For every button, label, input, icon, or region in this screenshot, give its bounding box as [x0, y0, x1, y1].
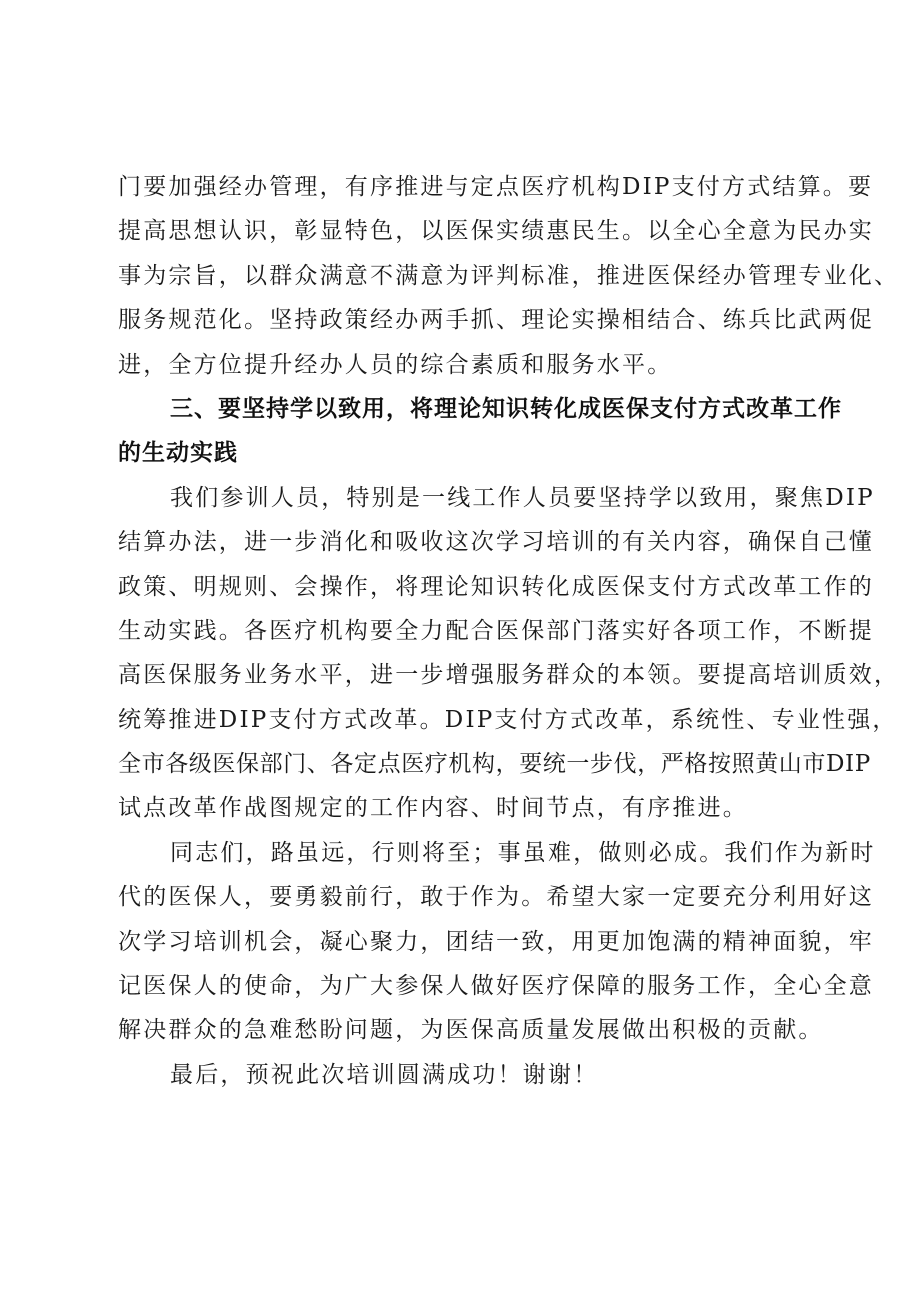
paragraph-line: 记医保人的使命，为广大参保人做好医疗保障的服务工作，全心全意	[118, 973, 874, 1000]
paragraph-line: 我们参训人员，特别是一线工作人员要坚持学以致用，聚焦DIP	[170, 484, 875, 511]
heading-line: 三、要坚持学以致用，将理论知识转化成医保支付方式改革工作	[170, 395, 842, 422]
paragraph-line: 提高思想认识，彰显特色，以医保实绩惠民生。以全心全意为民办实	[118, 218, 874, 245]
section-paragraph	[118, 476, 900, 831]
paragraph-line: 高医保服务业务水平，进一步增强服务群众的本领。要提高培训质效，	[118, 662, 900, 689]
paragraph-line: 服务规范化。坚持政策经办两手抓、理论实操相结合、练兵比武两促	[118, 307, 874, 334]
paragraph-line: 全市各级医保部门、各定点医疗机构，要统一步伐，严格按照黄山市DIP	[118, 751, 871, 778]
paragraph-line: 事为宗旨，以群众满意不满意为评判标准，推进医保经办管理专业化、	[118, 262, 900, 289]
paragraph-line: 同志们，路虽远，行则将至；事虽难，做则必成。我们作为新时	[170, 839, 876, 866]
document-body	[118, 165, 900, 1097]
paragraph-line: 门要加强经办管理，有序推进与定点医疗机构DIP支付方式结算。要	[118, 174, 874, 200]
paragraph-line: 代的医保人，要勇毅前行，敢于作为。希望大家一定要充分利用好这	[118, 884, 874, 911]
paragraph-line: 解决群众的急难愁盼问题，为医保高质量发展做出积极的贡献。	[118, 1017, 824, 1044]
paragraph-line: 试点改革作战图规定的工作内容、时间节点，有序推进。	[118, 795, 748, 822]
final-paragraph	[118, 1053, 820, 1097]
closing-paragraph	[118, 831, 876, 1053]
section-heading	[118, 387, 842, 476]
intro-paragraph	[118, 165, 900, 387]
heading-line: 的生动实践	[118, 440, 238, 467]
paragraph-line: 统筹推进DIP支付方式改革。DIP支付方式改革，系统性、专业性强，	[118, 706, 898, 733]
paragraph-line: 次学习培训机会，凝心聚力，团结一致，用更加饱满的精神面貌，牢	[118, 928, 874, 955]
paragraph-line: 结算办法，进一步消化和吸收这次学习培训的有关内容，确保自己懂	[118, 529, 874, 556]
final-line: 最后，预祝此次培训圆满成功！谢谢！	[170, 1061, 599, 1088]
paragraph-line: 进，全方位提升经办人员的综合素质和服务水平。	[118, 351, 673, 378]
paragraph-line: 生动实践。各医疗机构要全力配合医保部门落实好各项工作，不断提	[118, 617, 874, 644]
paragraph-line: 政策、明规则、会操作，将理论知识转化成医保支付方式改革工作的	[118, 573, 874, 600]
